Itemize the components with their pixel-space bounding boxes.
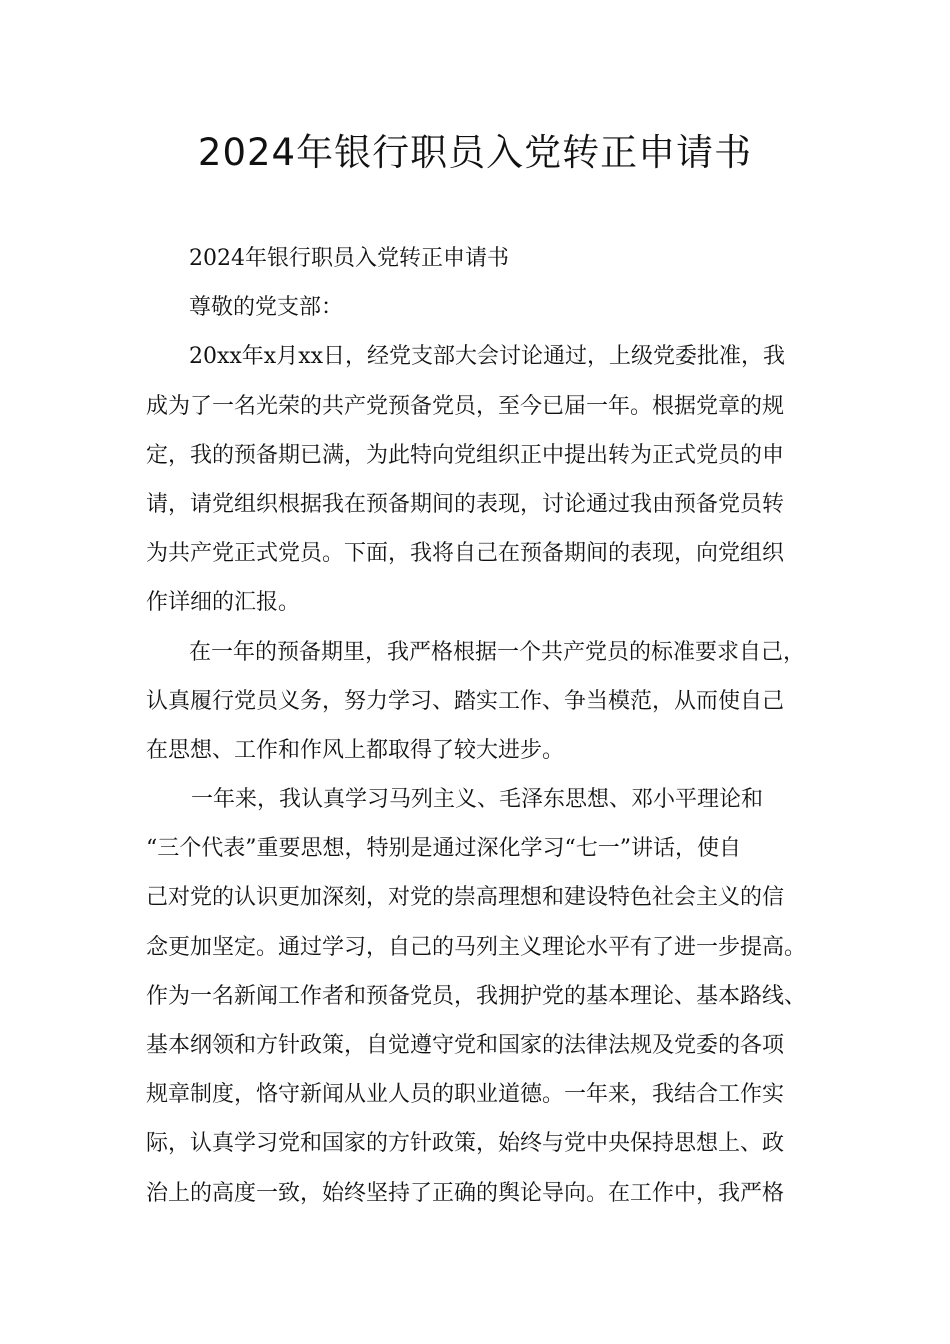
body-line: 在一年的预备期里，我严格根据一个共产党员的标准要求自己， <box>189 639 806 665</box>
body-line: 在思想、工作和作风上都取得了较大进步。 <box>146 737 565 763</box>
body-line: 请，请党组织根据我在预备期间的表现，讨论通过我由预备党员转 <box>146 491 785 517</box>
body-line: 作为一名新闻工作者和预备党员，我拥护党的基本理论、基本路线、 <box>146 983 807 1009</box>
body-line: 定，我的预备期已满，为此特向党组织正中提出转为正式党员的申 <box>146 442 785 468</box>
document-body <box>146 234 828 1218</box>
body-line-subtitle: 2024年银行职员入党转正申请书 <box>189 246 509 271</box>
body-line: 己对党的认识更加深刻，对党的崇高理想和建设特色社会主义的信 <box>146 885 785 911</box>
body-line: “三个代表”重要思想，特别是通过深化学习“七一”讲话，使自 <box>146 836 741 862</box>
body-line: 成为了一名光荣的共产党预备党员，至今已届一年。根据党章的规 <box>146 393 785 419</box>
body-line: 为共产党正式党员。下面，我将自己在预备期间的表现，向党组织 <box>146 541 785 567</box>
body-line: 认真履行党员义务，努力学习、踏实工作、争当模范，从而使自己 <box>146 688 785 714</box>
body-line: 作详细的汇报。 <box>146 590 301 616</box>
page-title: 2024年银行职员入党转正申请书 <box>197 131 753 174</box>
body-line: 一年来，我认真学习马列主义、毛泽东思想、邓小平理论和 <box>191 787 764 813</box>
body-line: 基本纲领和方针政策，自觉遵守党和国家的法律法规及党委的各项 <box>146 1033 785 1058</box>
body-line-salutation: 尊敬的党支部： <box>189 295 344 321</box>
body-line: 念更加坚定。通过学习，自己的马列主义理论水平有了进一步提高。 <box>146 934 807 960</box>
body-line: 规章制度，恪守新闻从业人员的职业道德。一年来，我结合工作实 <box>146 1082 785 1108</box>
body-line: 际，认真学习党和国家的方针政策，始终与党中央保持思想上、政 <box>146 1131 785 1157</box>
body-line: 20xx年x月xx日，经党支部大会讨论通过，上级党委批准，我 <box>189 344 786 370</box>
body-line: 治上的高度一致，始终坚持了正确的舆论导向。在工作中，我严格 <box>146 1180 785 1206</box>
